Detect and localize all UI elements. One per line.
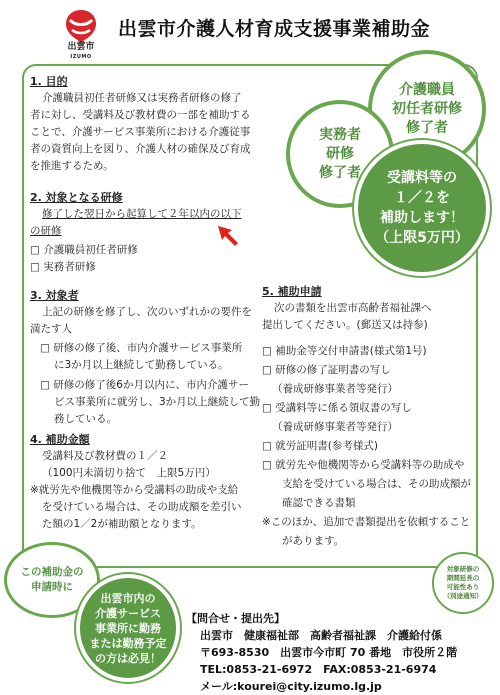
section-eligible-persons bbox=[30, 288, 265, 428]
checklist-item: □ 就労先や他機関等から受講料等の助成や bbox=[262, 456, 472, 475]
checklist-item: □ 介護職員初任者研修 bbox=[30, 242, 265, 259]
badge-izumo-workers: 出雲市内の 介護サービス 事業所に勤務 または勤務予定 の方は必見！ bbox=[76, 574, 180, 682]
badge-subsidy-half: 受講料等の １／２を 補助します！ （上限5万円） bbox=[354, 140, 490, 276]
red-arrow-icon bbox=[216, 224, 240, 248]
logo-text: 出雲市 IZUMO bbox=[67, 42, 95, 60]
checklist-item: □ 受講料等に係る領収書の写し bbox=[262, 399, 472, 418]
contact-phone: TEL:0853-21-6972 FAX:0853-21-6974 bbox=[200, 663, 437, 676]
section-heading: 5. 補助申請 bbox=[262, 285, 322, 298]
section-subsidy-amount bbox=[30, 432, 270, 533]
text-line: （100円未満切り捨て 上限5万円） bbox=[42, 467, 216, 479]
text-line: 次の書類を出雲市高齢者福祉課へ bbox=[274, 302, 432, 314]
note-line: を受けている場合は、その助成額を差引い bbox=[42, 501, 242, 513]
text-line: 修了した翌日から起算して２年以内の以下 bbox=[42, 208, 242, 220]
text-line: 者の資質向上を図り、介護人材の確保及び育成 bbox=[30, 143, 251, 155]
badge-apply-timing: この補助金の 申請時に bbox=[4, 542, 100, 618]
text-line: 上記の研修を修了し、次のいずれかの要件を bbox=[42, 306, 252, 318]
section-heading: 4. 補助金額 bbox=[30, 433, 90, 446]
document-list: □ 補助金等交付申請書(様式第1号) □ 研修の修了証明書の写し （養成研修事業者等発行） □ 受講料等に係る領収書の写し （養成研修事業者等発行） □ 就労証明書(参考様式) □ 就労先や他機関等から受講料等の助成や 支給を受けている場合は、その助成額が 確認できる書類 ※このほか、追加で書類提出を依頼すること があります。 bbox=[262, 342, 472, 551]
checklist-item: □ 就労証明書(参考様式) bbox=[262, 437, 472, 456]
checklist-item: □ 補助金等交付申請書(様式第1号) bbox=[262, 342, 472, 361]
note-line: があります。 bbox=[282, 535, 345, 547]
badge-period-extension: 対象研修の 期間延長の 可能性あり （別途通知） bbox=[432, 552, 494, 614]
contact-email[interactable]: メール:kourei@city.izumo.lg.jp bbox=[200, 680, 382, 693]
checklist-item: □ 研修の修了証明書の写し bbox=[262, 361, 472, 380]
text-line: 介護職員初任者研修又は実務者研修の修了 bbox=[42, 92, 242, 104]
text-line: 者に対し、受講料及び教材費の一部を補助する bbox=[30, 109, 251, 121]
contact-block bbox=[186, 610, 476, 695]
section-purpose bbox=[30, 74, 265, 175]
text-line: の研修 bbox=[30, 225, 62, 237]
page-title: 出雲市介護人材育成支援事業補助金 bbox=[118, 18, 431, 40]
section-heading: 3. 対象者 bbox=[30, 289, 79, 302]
text-line: 受講料及び教材費の１／２ bbox=[42, 450, 168, 462]
izumo-city-logo-icon bbox=[60, 6, 102, 46]
text-line: 満たす人 bbox=[30, 323, 72, 335]
note-line: た額の1／2が補助額となります。 bbox=[42, 518, 202, 530]
note-line: ※就労先や他機関等から受講料の助成や支給 bbox=[30, 484, 239, 496]
text-line: を推進するため。 bbox=[30, 160, 114, 172]
contact-line: 〒693-8530 出雲市今市町 70 番地 市役所２階 bbox=[200, 646, 458, 659]
contact-heading: 【問合せ・提出先】 bbox=[186, 612, 285, 625]
section-heading: 1. 目的 bbox=[30, 75, 68, 88]
contact-line: 出雲市 健康福祉部 高齢者福祉課 介護給付係 bbox=[200, 629, 442, 642]
badge-initial-training: 介護職員 初任者研修 修了者 bbox=[368, 50, 486, 168]
text-line: 提出してください。(郵送又は持参) bbox=[262, 319, 428, 331]
badge-practitioner-training: 実務者 研修 修了者 bbox=[286, 100, 394, 208]
text-line: ことで、介護サービス事業所における介護従事 bbox=[30, 126, 251, 138]
section-heading: 2. 対象となる研修 bbox=[30, 191, 123, 204]
note-line: ※このほか、追加で書類提出を依頼すること bbox=[262, 516, 471, 528]
checklist-item: □ 実務者研修 bbox=[30, 259, 265, 276]
checklist-item: □ 研修の修了後、市内介護サービス事業所 に3か月以上継続して勤務している。 bbox=[30, 340, 265, 374]
section-application bbox=[262, 284, 472, 551]
checklist-item: □ 研修の修了後6か月以内に、市内介護サー ビス事業所に就労し、3か月以上継続して勤 務している。 bbox=[30, 377, 265, 428]
